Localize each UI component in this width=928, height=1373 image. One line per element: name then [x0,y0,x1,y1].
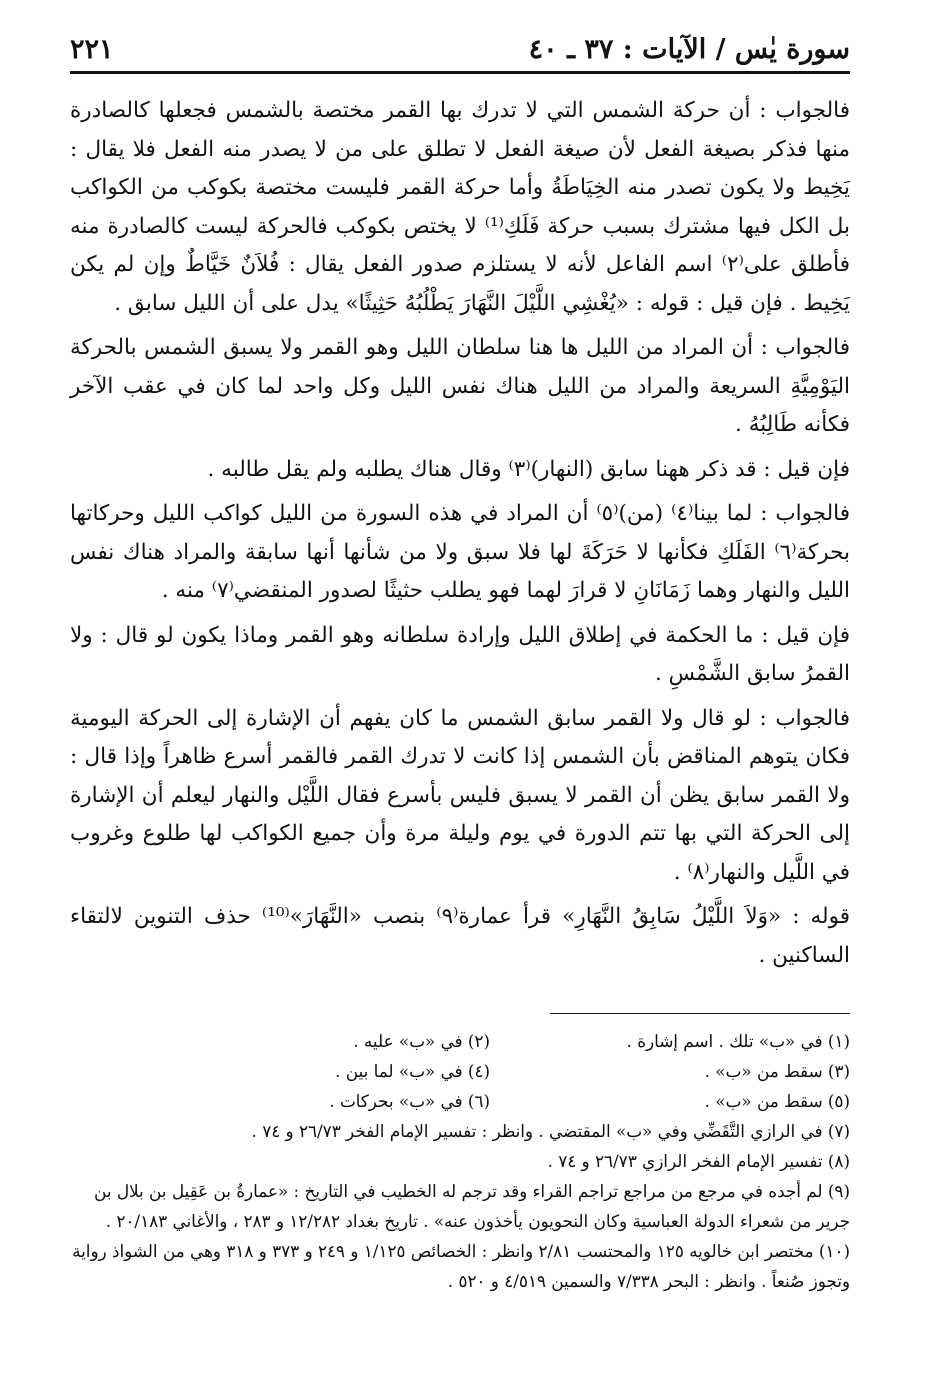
paragraph: فالجواب : لما بينا⁽٤⁾ (من)⁽٥⁾ أن المراد في هذه السورة من الليل كواكب الليل وحركاتها بحركة⁽٦⁾ الفَلَكِ فكأنها لا حَرَكَةَ لها فلا سبق ولا من شأنها أنها سابقة والمراد هناك نفس الليل والنهار وهما زَمَانَانِ لا قرارَ لهما فهو يطلب حثيثًا لصدور المنقضي⁽٧⁾ منه . [70,501,850,603]
main-text [70,92,850,975]
footnote-7: (٧) في الرازي التَّقَضِّي وفي «ب» المقتضي . وانظر : تفسير الإمام الفخر ٢٦/٧٣ و ٧٤ . [251,1121,850,1141]
footnote-9: (٩) لم أجده في مرجع من مراجع تراجم القراء وقد ترجم له الخطيب في التاريخ : «عمارةُ بن عَقِيل بن بلال بن جرير من شعراء الدولة العباسية وكان النحويون يأخذون عنه» . تاريخ بغداد ١٢/٢٨٢ و ٢٨٣ ، والأغاني ٢٠/١٨٣ . [94,1181,850,1231]
footnote-separator [550,1013,850,1014]
running-header [70,28,850,74]
footnote-row [70,1026,850,1056]
paragraph: فالجواب : أن المراد من الليل ها هنا سلطان الليل وهو القمر ولا يسبق الشمس بالحركة اليَوْمِيَّةِ السريعة والمراد من الليل هناك نفس الليل وكل واحد لما كان في عقب الآخر فكأنه طَالِبُهُ . [70,335,850,437]
footnotes [70,1026,850,1296]
footnote-row [70,1056,850,1086]
footnote-5: (٥) سقط من «ب» . [704,1091,850,1111]
paragraph: فإن قيل : ما الحكمة في إطلاق الليل وإرادة سلطانه وهو القمر وماذا يكون لو قال : ولا القمرُ سابق الشَّمْسِ . [70,622,850,686]
footnote-8: (٨) تفسير الإمام الفخر الرازي ٢٦/٧٣ و ٧٤ . [547,1151,850,1171]
footnote-2: (٢) في «ب» عليه . [353,1031,490,1051]
footnote-4: (٤) في «ب» لما بين . [335,1061,490,1081]
paragraph: فالجواب : لو قال ولا القمر سابق الشمس ما كان يفهم أن الإشارة إلى الحركة اليومية فكان يتوهم المناقض بأن الشمس إذا كانت لا تدرك القمر فالقمر أسرع ظاهراً وإذا قال : ولا القمر سابق يظن أن القمر لا يسبق فليس بأسرع فقال اللَّيْل والنهار ليعلم أن الإشارة إلى الحركة التي بها تتم الدورة في يوم وليلة مرة وأن جميع الكواكب لها طلوع وغروب في اللَّيل والنهار⁽٨⁾ . [70,705,850,885]
paragraph: فالجواب : أن حركة الشمس التي لا تدرك بها القمر مختصة بالشمس فجعلها كالصادرة منها فذكر بصيغة الفعل لأن صيغة الفعل لا تطلق على من لا يصدر منه الفعل فلا يقال : يَخِيط ولا يكون تصدر منه الخِيَاطَةُ وأما حركة القمر فليست مختصة بكوكب من الكواكب بل الكل فيها مشترك بسبب حركة فَلَكِ⁽¹⁾ لا يختص بكوكب فالحركة ليست كالصادرة منه فأطلق على⁽٢⁾ اسم الفاعل لأنه لا يستلزم صدور الفعل يقال : فُلاَنٌ خَيَّاطٌ وإن لم يكن يَخِيط . فإن قيل : قوله : «يُغْشِي اللَّيْلَ النَّهَارَ يَطْلُبُهُ حَثِيثًا» يدل على أن الليل سابق . [70,98,850,316]
book-page [70,28,850,1296]
header-title: سورة يٰس / الآيات : ٣٧ ـ ٤٠ [528,34,850,65]
paragraph: فإن قيل : قد ذكر ههنا سابق (النهار)⁽٣⁾ وقال هناك يطلبه ولم يقل طالبه . [207,456,850,482]
footnote-1: (١) في «ب» تلك . اسم إشارة . [626,1031,850,1051]
paragraph: قوله : «وَلاَ اللَّيْلُ سَابِقُ النَّهَارِ» قرأ عمارة⁽٩⁾ بنصب «النَّهَارَ»⁽¹⁰⁾ حذف التنوين لالتقاء الساكنين . [70,904,850,968]
footnote-row [70,1086,850,1116]
footnote-10: (١٠) مختصر ابن خالويه ١٢٥ والمحتسب ٢/٨١ وانظر : الخصائص ١/١٢٥ و ٢٤٩ و ٣٧٣ و ٣١٨ وهي من الشواذ رواية وتجوز صُنعاً . وانظر : البحر ٧/٣٣٨ والسمين ٤/٥١٩ و ٥٢٠ . [72,1241,850,1291]
footnote-6: (٦) في «ب» بحركات . [329,1091,490,1111]
footnote-3: (٣) سقط من «ب» . [704,1061,850,1081]
page-number: ٢٢١ [70,34,114,65]
